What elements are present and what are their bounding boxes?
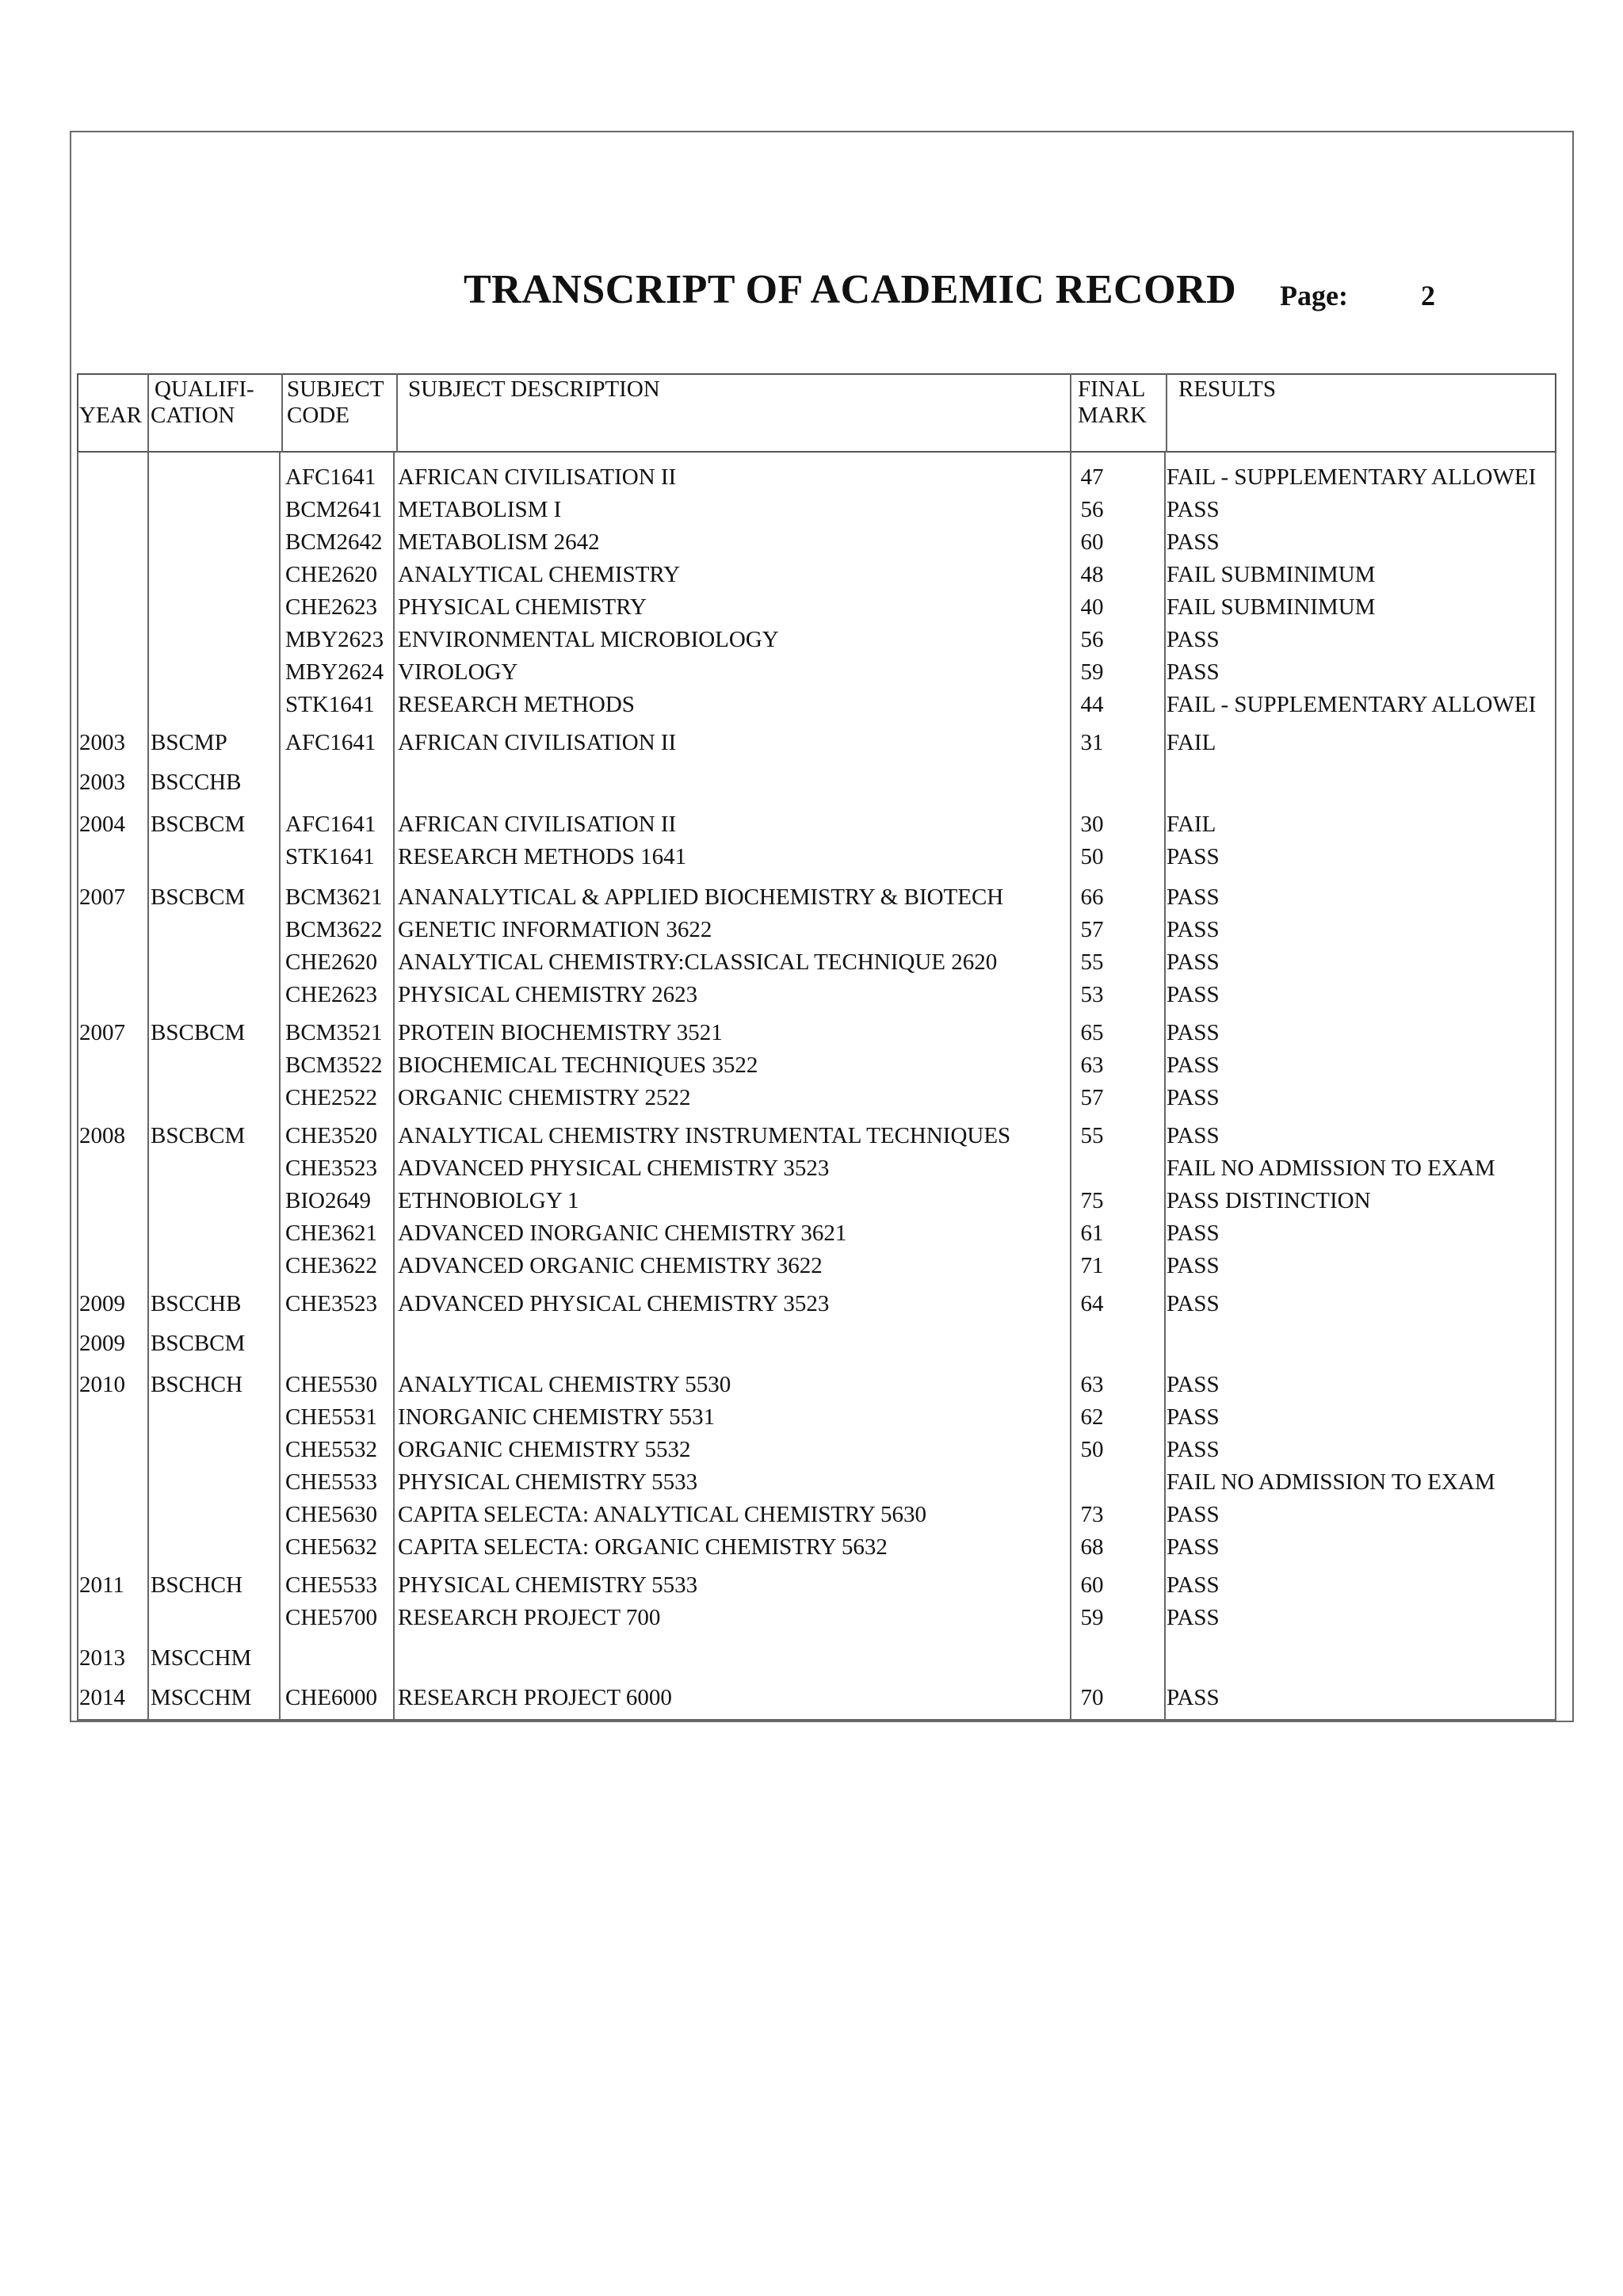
subject-code-cell: CHE5533	[285, 1572, 377, 1598]
result-cell	[1167, 1185, 1555, 1217]
final-mark-cell: 55	[1080, 949, 1104, 975]
header-divider	[1166, 373, 1167, 453]
result-text: PASS	[1167, 627, 1220, 652]
result-cell	[1167, 1328, 1555, 1359]
header-mark-line1: FINAL	[1078, 376, 1146, 402]
result-text: PASS DISTINCTION	[1167, 1188, 1371, 1213]
header-year	[79, 373, 147, 429]
result-cell	[1167, 1466, 1555, 1498]
result-text: PASS	[1167, 982, 1220, 1007]
qualification-cell: BSCHCH	[151, 1572, 243, 1598]
result-text: PASS	[1167, 529, 1220, 555]
result-cell	[1167, 1082, 1555, 1114]
page-number: 2	[1421, 280, 1435, 311]
table-row	[0, 1499, 1623, 1530]
year-cell: 2008	[79, 1123, 125, 1148]
subject-code-cell: CHE5630	[285, 1502, 377, 1527]
year-cell: 2014	[79, 1685, 125, 1710]
subject-code-cell: MBY2624	[285, 659, 384, 685]
result-cell	[1167, 1569, 1555, 1601]
subject-code-cell: CHE2623	[285, 594, 377, 620]
year-cell: 2009	[79, 1291, 125, 1316]
subject-code-cell: CHE2522	[285, 1085, 377, 1110]
result-cell	[1167, 624, 1555, 655]
result-text: FAIL NO ADMISSION TO EXAM	[1167, 1156, 1495, 1181]
result-text: PASS	[1167, 1404, 1220, 1430]
result-cell	[1167, 526, 1555, 558]
result-text: PASS	[1167, 1085, 1220, 1110]
result-text: PASS	[1167, 1437, 1220, 1462]
qualification-cell: MSCCHM	[151, 1685, 252, 1710]
year-cell: 2009	[79, 1331, 125, 1356]
final-mark-cell: 50	[1080, 1437, 1104, 1462]
year-cell: 2007	[79, 884, 125, 910]
header-description-label: SUBJECT DESCRIPTION	[408, 376, 660, 402]
table-row	[0, 1569, 1623, 1601]
result-cell	[1167, 727, 1555, 758]
subject-description-cell: ANALYTICAL CHEMISTRY:CLASSICAL TECHNIQUE 2620	[398, 949, 998, 975]
result-cell	[1167, 461, 1555, 493]
subject-description-cell: ADVANCED PHYSICAL CHEMISTRY 3523	[398, 1156, 830, 1181]
result-text: FAIL - SUPPLEMENTARY ALLOWEI	[1167, 464, 1537, 490]
subject-code-cell: CHE6000	[285, 1685, 377, 1710]
result-text: PASS	[1167, 1372, 1220, 1397]
final-mark-cell: 71	[1080, 1253, 1104, 1278]
final-mark-cell: 64	[1080, 1291, 1104, 1316]
final-mark-cell: 75	[1080, 1188, 1104, 1213]
result-text: PASS	[1167, 1502, 1220, 1527]
final-mark-cell: 47	[1080, 464, 1104, 490]
result-cell	[1167, 1434, 1555, 1465]
header-code-line2: CODE	[287, 403, 349, 428]
header-qualification-line1: QUALIFI-	[155, 376, 254, 402]
table-row	[0, 727, 1623, 758]
header-subject-description	[408, 373, 1042, 403]
table-row	[0, 1082, 1623, 1114]
subject-description-cell: RESEARCH PROJECT 700	[398, 1605, 661, 1630]
header-divider	[396, 373, 398, 453]
header-mark-line2: MARK	[1078, 403, 1148, 428]
result-text: FAIL	[1167, 812, 1216, 837]
subject-description-cell: VIROLOGY	[398, 659, 518, 685]
final-mark-cell: 59	[1080, 659, 1104, 685]
subject-description-cell: ANALYTICAL CHEMISTRY	[398, 562, 681, 587]
subject-code-cell: CHE2620	[285, 562, 377, 587]
result-text: PASS	[1167, 1020, 1220, 1045]
table-row	[0, 1152, 1623, 1184]
header-subject-code	[287, 373, 398, 429]
result-text: FAIL NO ADMISSION TO EXAM	[1167, 1469, 1495, 1495]
subject-code-cell: STK1641	[285, 692, 375, 717]
final-mark-cell: 68	[1080, 1534, 1104, 1560]
result-cell	[1167, 1152, 1555, 1184]
subject-code-cell: CHE3621	[285, 1221, 377, 1246]
table-row	[0, 1250, 1623, 1282]
qualification-cell: BSCBCM	[151, 884, 246, 910]
table-row	[0, 914, 1623, 946]
final-mark-cell: 40	[1080, 594, 1104, 620]
table-row	[0, 979, 1623, 1010]
header-results	[1178, 373, 1495, 403]
subject-code-cell: BCM2641	[285, 497, 383, 522]
result-text: FAIL SUBMINIMUM	[1167, 562, 1376, 587]
qualification-cell: BSCCHB	[151, 1291, 242, 1316]
subject-description-cell: ORGANIC CHEMISTRY 2522	[398, 1085, 691, 1110]
table-row	[0, 1328, 1623, 1359]
table-row	[0, 559, 1623, 590]
table-row	[0, 656, 1623, 688]
final-mark-cell: 70	[1080, 1685, 1104, 1710]
final-mark-cell: 66	[1080, 884, 1104, 910]
result-cell	[1167, 1288, 1555, 1320]
result-cell	[1167, 689, 1555, 720]
subject-description-cell: AFRICAN CIVILISATION II	[398, 812, 677, 837]
subject-code-cell: BCM3522	[285, 1052, 383, 1078]
result-cell	[1167, 656, 1555, 688]
subject-description-cell: RESEARCH PROJECT 6000	[398, 1685, 672, 1710]
subject-code-cell: CHE5700	[285, 1605, 377, 1630]
result-text: PASS	[1167, 1221, 1220, 1246]
table-row	[0, 1642, 1623, 1674]
subject-code-cell: CHE3523	[285, 1291, 377, 1316]
subject-description-cell: PHYSICAL CHEMISTRY 5533	[398, 1469, 698, 1495]
result-cell	[1167, 808, 1555, 840]
subject-code-cell: CHE2623	[285, 982, 377, 1007]
subject-description-cell: ETHNOBIOLGY 1	[398, 1188, 579, 1213]
subject-description-cell: AFRICAN CIVILISATION II	[398, 730, 677, 755]
header-final-mark	[1078, 373, 1157, 429]
subject-code-cell: BCM3622	[285, 917, 383, 942]
result-cell	[1167, 1369, 1555, 1400]
final-mark-cell: 61	[1080, 1221, 1104, 1246]
subject-code-cell: CHE5530	[285, 1372, 377, 1397]
final-mark-cell: 55	[1080, 1123, 1104, 1148]
final-mark-cell: 48	[1080, 562, 1104, 587]
subject-code-cell: STK1641	[285, 844, 375, 869]
result-cell	[1167, 1401, 1555, 1433]
result-text: PASS	[1167, 1534, 1220, 1560]
subject-description-cell: PROTEIN BIOCHEMISTRY 3521	[398, 1020, 723, 1045]
result-text: PASS	[1167, 497, 1220, 522]
subject-description-cell: RESEARCH METHODS	[398, 692, 635, 717]
year-cell: 2013	[79, 1645, 125, 1671]
qualification-cell: BSCBCM	[151, 1020, 246, 1045]
final-mark-cell: 65	[1080, 1020, 1104, 1045]
result-text: PASS	[1167, 917, 1220, 942]
subject-description-cell: CAPITA SELECTA: ANALYTICAL CHEMISTRY 5630	[398, 1502, 926, 1527]
result-text: PASS	[1167, 1605, 1220, 1630]
qualification-cell: BSCCHB	[151, 770, 242, 795]
qualification-cell: BSCHCH	[151, 1372, 243, 1397]
table-row	[0, 1531, 1623, 1563]
subject-description-cell: RESEARCH METHODS 1641	[398, 844, 687, 869]
final-mark-cell: 31	[1080, 730, 1104, 755]
subject-description-cell: ANALYTICAL CHEMISTRY 5530	[398, 1372, 731, 1397]
table-row	[0, 881, 1623, 913]
subject-description-cell: ADVANCED ORGANIC CHEMISTRY 3622	[398, 1253, 823, 1278]
document-title: TRANSCRIPT OF ACADEMIC RECORD	[464, 267, 1237, 312]
year-cell: 2010	[79, 1372, 125, 1397]
result-text: PASS	[1167, 1685, 1220, 1710]
header-qualification	[151, 373, 281, 429]
result-text: FAIL - SUPPLEMENTARY ALLOWEI	[1167, 692, 1537, 717]
table-row	[0, 1288, 1623, 1320]
result-cell	[1167, 494, 1555, 525]
result-cell	[1167, 591, 1555, 623]
result-cell	[1167, 1499, 1555, 1530]
subject-description-cell: AFRICAN CIVILISATION II	[398, 464, 677, 490]
qualification-cell: MSCCHM	[151, 1645, 252, 1671]
final-mark-cell: 60	[1080, 1572, 1104, 1598]
subject-code-cell: CHE5632	[285, 1534, 377, 1560]
subject-code-cell: BCM3621	[285, 884, 383, 910]
subject-description-cell: ADVANCED PHYSICAL CHEMISTRY 3523	[398, 1291, 830, 1316]
result-text: PASS	[1167, 884, 1220, 910]
header-divider	[147, 373, 149, 453]
result-cell	[1167, 559, 1555, 590]
table-row	[0, 1401, 1623, 1433]
subject-code-cell: AFC1641	[285, 730, 376, 755]
page-label: Page:	[1280, 280, 1348, 311]
result-cell	[1167, 914, 1555, 946]
qualification-cell: BSCBCM	[151, 1123, 246, 1148]
table-row	[0, 624, 1623, 655]
result-cell	[1167, 766, 1555, 798]
final-mark-cell: 50	[1080, 844, 1104, 869]
subject-code-cell: BCM3521	[285, 1020, 383, 1045]
result-cell	[1167, 946, 1555, 978]
table-row	[0, 766, 1623, 798]
result-text: FAIL SUBMINIMUM	[1167, 594, 1376, 620]
table-row	[0, 1466, 1623, 1498]
subject-description-cell: BIOCHEMICAL TECHNIQUES 3522	[398, 1052, 758, 1078]
table-row	[0, 1049, 1623, 1081]
subject-description-cell: GENETIC INFORMATION 3622	[398, 917, 712, 942]
subject-description-cell: ADVANCED INORGANIC CHEMISTRY 3621	[398, 1221, 847, 1246]
result-text: PASS	[1167, 1052, 1220, 1078]
subject-code-cell: CHE3523	[285, 1156, 377, 1181]
table-row	[0, 946, 1623, 978]
result-text: PASS	[1167, 949, 1220, 975]
subject-description-cell: PHYSICAL CHEMISTRY 2623	[398, 982, 698, 1007]
result-cell	[1167, 1531, 1555, 1563]
result-cell	[1167, 1642, 1555, 1674]
subject-description-cell: ANANALYTICAL & APPLIED BIOCHEMISTRY & BIOTECH	[398, 884, 1004, 910]
result-text: FAIL	[1167, 730, 1216, 755]
table-row	[0, 1120, 1623, 1152]
year-cell: 2004	[79, 812, 125, 837]
result-cell	[1167, 1682, 1555, 1713]
subject-description-cell: INORGANIC CHEMISTRY 5531	[398, 1404, 716, 1430]
final-mark-cell: 63	[1080, 1052, 1104, 1078]
header-divider	[281, 373, 283, 453]
subject-code-cell: AFC1641	[285, 464, 376, 490]
table-row	[0, 808, 1623, 840]
year-cell: 2003	[79, 770, 125, 795]
qualification-cell: BSCBCM	[151, 812, 246, 837]
result-cell	[1167, 1049, 1555, 1081]
subject-code-cell: CHE5533	[285, 1469, 377, 1495]
table-row	[0, 841, 1623, 873]
subject-code-cell: MBY2623	[285, 627, 384, 652]
table-row	[0, 1434, 1623, 1465]
final-mark-cell: 63	[1080, 1372, 1104, 1397]
subject-description-cell: METABOLISM 2642	[398, 529, 600, 555]
subject-description-cell: ENVIRONMENTAL MICROBIOLOGY	[398, 627, 779, 652]
final-mark-cell: 62	[1080, 1404, 1104, 1430]
subject-code-cell: CHE2620	[285, 949, 377, 975]
subject-code-cell: BCM2642	[285, 529, 383, 555]
header-year-label: YEAR	[79, 403, 142, 428]
year-cell: 2011	[79, 1572, 124, 1598]
final-mark-cell: 56	[1080, 497, 1104, 522]
result-text: PASS	[1167, 659, 1220, 685]
result-cell	[1167, 881, 1555, 913]
header-qualification-line2: CATION	[151, 403, 235, 428]
header-code-line1: SUBJECT	[287, 376, 384, 402]
final-mark-cell: 53	[1080, 982, 1104, 1007]
subject-code-cell: CHE5532	[285, 1437, 377, 1462]
table-row	[0, 591, 1623, 623]
year-cell: 2003	[79, 730, 125, 755]
table-row	[0, 461, 1623, 493]
table-row	[0, 689, 1623, 720]
year-cell: 2007	[79, 1020, 125, 1045]
subject-description-cell: ORGANIC CHEMISTRY 5532	[398, 1437, 691, 1462]
table-row	[0, 494, 1623, 525]
table-row	[0, 1369, 1623, 1400]
result-text: PASS	[1167, 844, 1220, 869]
result-cell	[1167, 979, 1555, 1010]
table-row	[0, 1185, 1623, 1217]
result-cell	[1167, 1250, 1555, 1282]
subject-code-cell: CHE3520	[285, 1123, 377, 1148]
subject-description-cell: PHYSICAL CHEMISTRY 5533	[398, 1572, 698, 1598]
final-mark-cell: 56	[1080, 627, 1104, 652]
result-cell	[1167, 1602, 1555, 1633]
result-text: PASS	[1167, 1572, 1220, 1598]
subject-code-cell: CHE3622	[285, 1253, 377, 1278]
final-mark-cell: 59	[1080, 1605, 1104, 1630]
final-mark-cell: 57	[1080, 917, 1104, 942]
table-row	[0, 1602, 1623, 1633]
subject-code-cell: BIO2649	[285, 1188, 371, 1213]
table-row	[0, 1217, 1623, 1249]
final-mark-cell: 73	[1080, 1502, 1104, 1527]
subject-description-cell: CAPITA SELECTA: ORGANIC CHEMISTRY 5632	[398, 1534, 888, 1560]
qualification-cell: BSCMP	[151, 730, 227, 755]
final-mark-cell: 60	[1080, 529, 1104, 555]
result-cell	[1167, 1217, 1555, 1249]
result-cell	[1167, 841, 1555, 873]
subject-description-cell: ANALYTICAL CHEMISTRY INSTRUMENTAL TECHNIQUES	[398, 1123, 1011, 1148]
final-mark-cell: 44	[1080, 692, 1104, 717]
qualification-cell: BSCBCM	[151, 1331, 246, 1356]
table-row	[0, 1017, 1623, 1049]
final-mark-cell: 30	[1080, 812, 1104, 837]
subject-description-cell: METABOLISM I	[398, 497, 562, 522]
result-cell	[1167, 1017, 1555, 1049]
subject-code-cell: CHE5531	[285, 1404, 377, 1430]
header-divider	[1070, 373, 1071, 453]
result-text: PASS	[1167, 1123, 1220, 1148]
result-text: PASS	[1167, 1291, 1220, 1316]
table-row	[0, 526, 1623, 558]
subject-code-cell: AFC1641	[285, 812, 376, 837]
header-results-label: RESULTS	[1178, 376, 1277, 402]
table-row	[0, 1682, 1623, 1713]
result-text: PASS	[1167, 1253, 1220, 1278]
final-mark-cell: 57	[1080, 1085, 1104, 1110]
subject-description-cell: PHYSICAL CHEMISTRY	[398, 594, 647, 620]
result-cell	[1167, 1120, 1555, 1152]
